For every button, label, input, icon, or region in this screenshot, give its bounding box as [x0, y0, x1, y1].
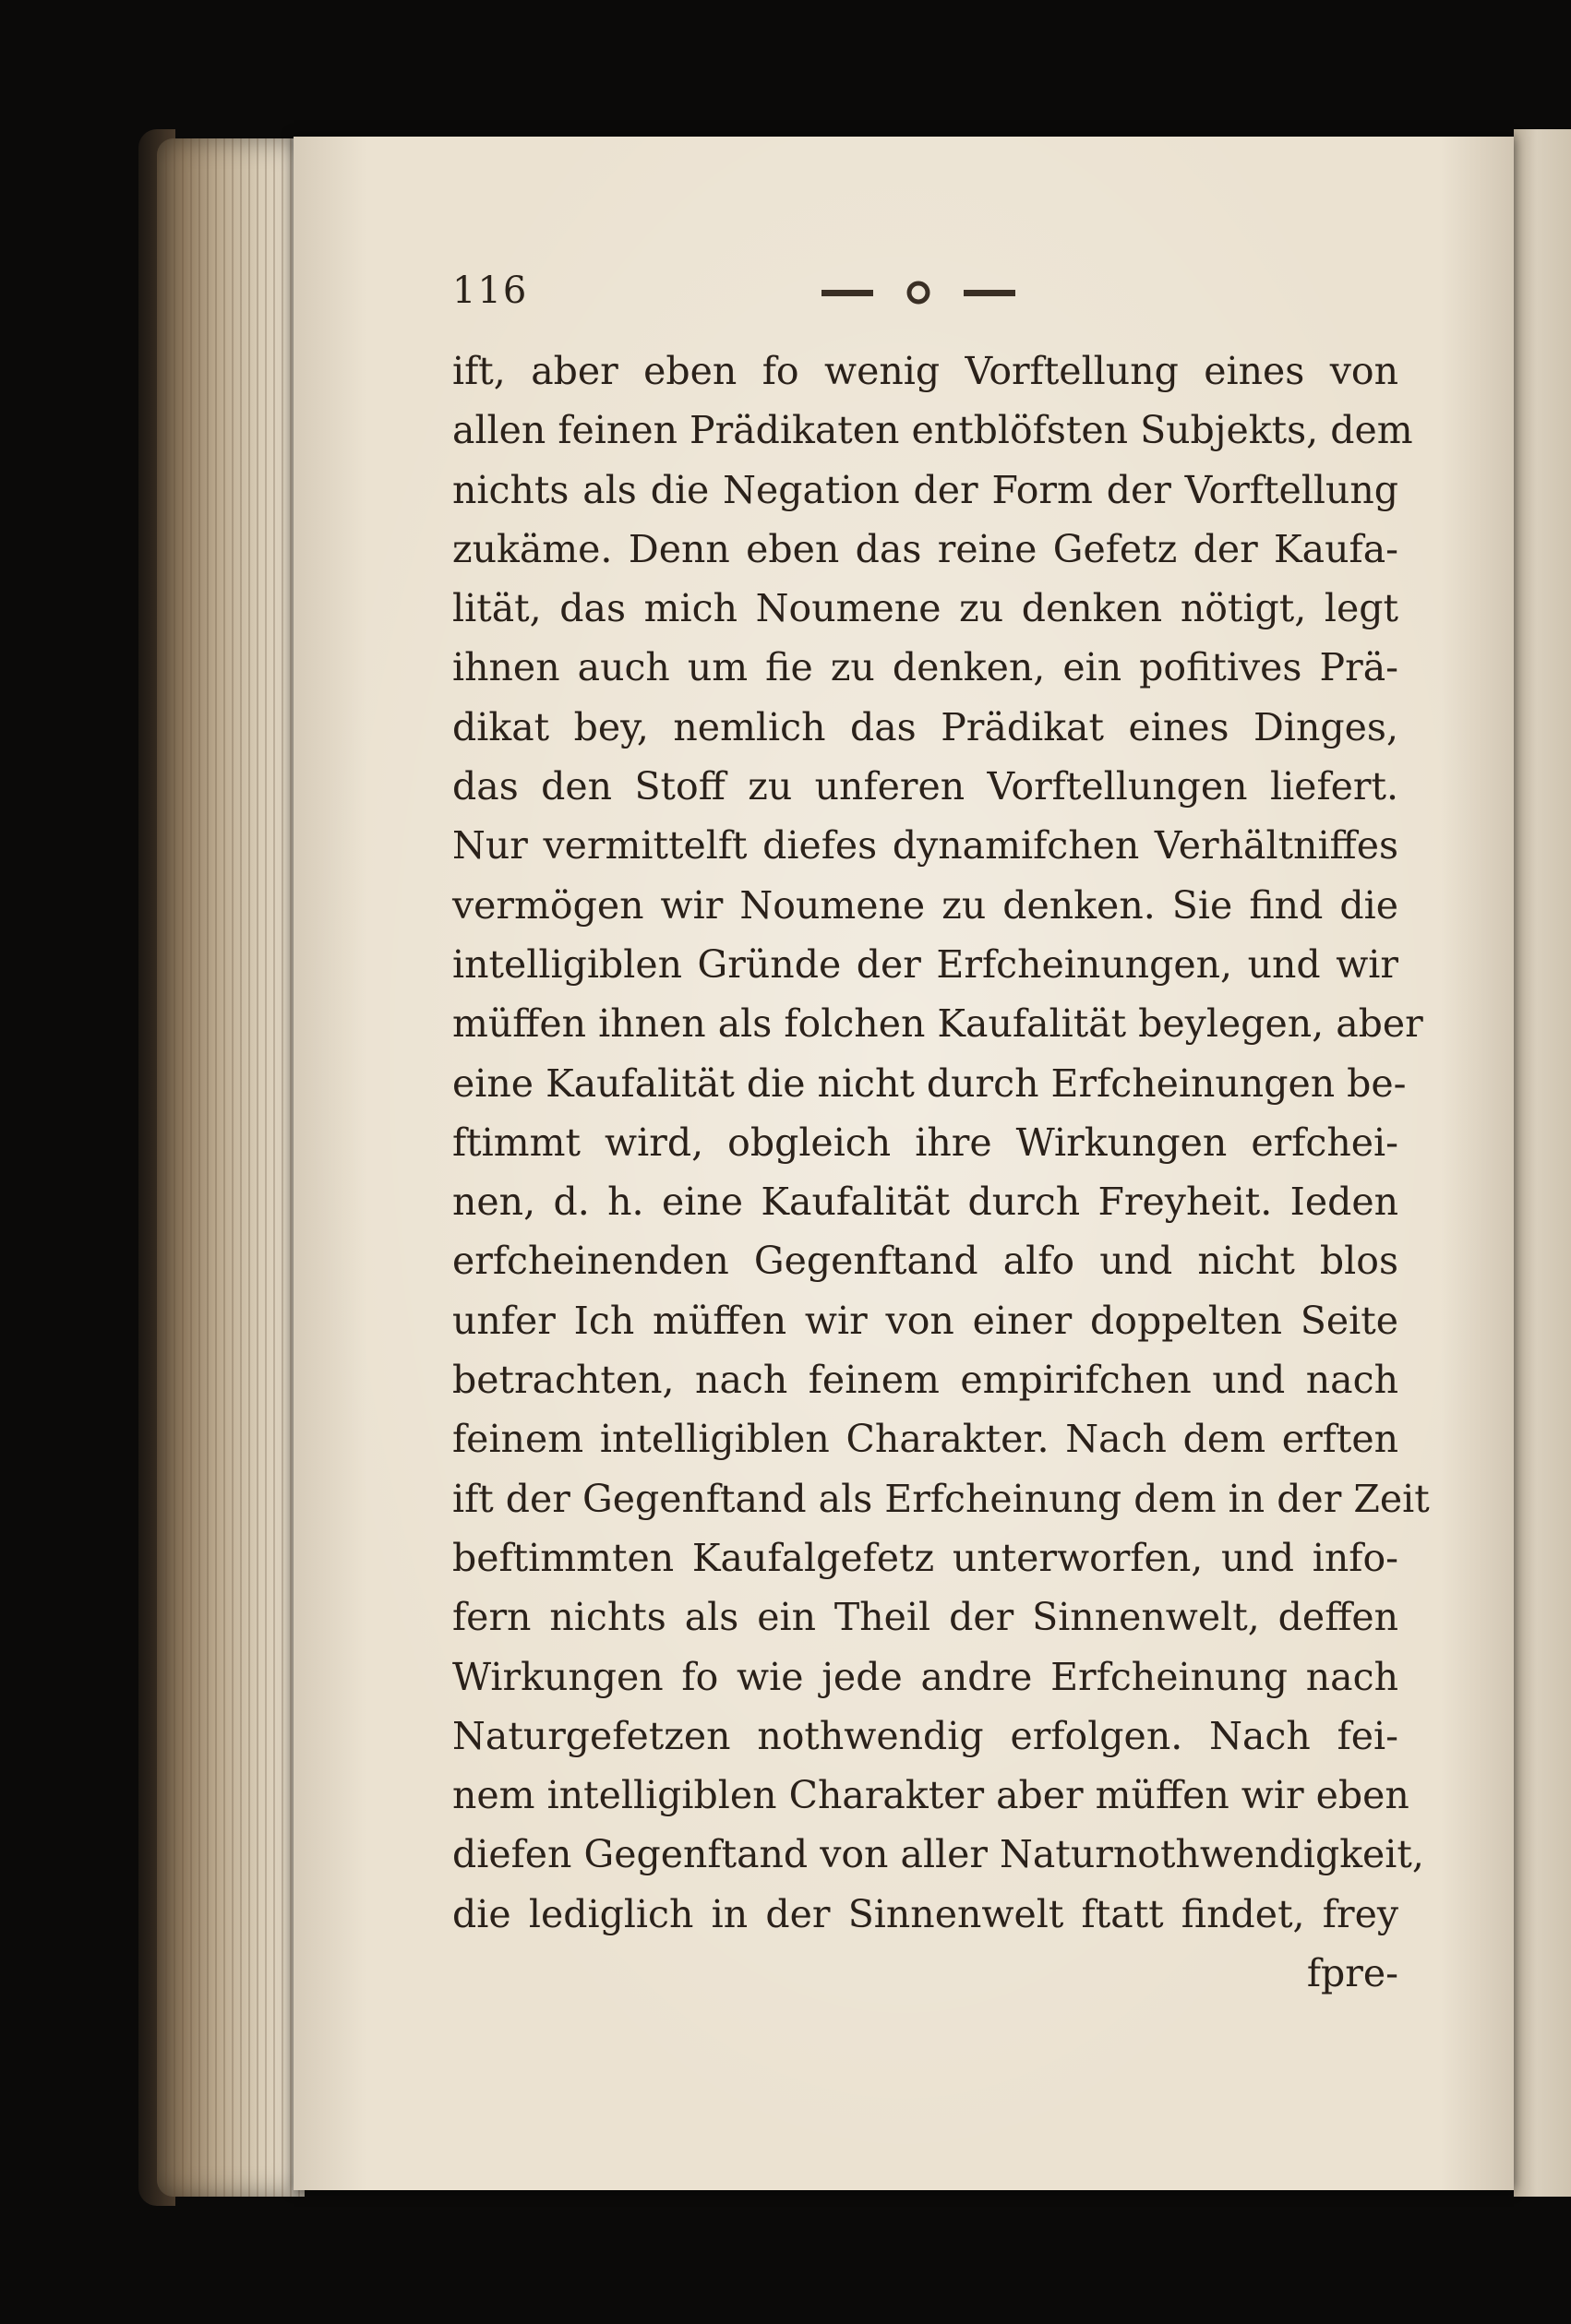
text-line: erfcheinenden Gegenftand alfo und nicht blos	[452, 1239, 1398, 1284]
text-line: diefen Gegenftand von aller Naturnothwendigkeit,	[452, 1832, 1424, 1877]
text-line: Naturgefetzen nothwendig erfolgen. Nach fei-	[452, 1713, 1398, 1758]
text-line: lität, das mich Noumene zu denken nötigt, legt	[452, 586, 1398, 631]
text-line: nem intelligiblen Charakter aber müffen wir eben	[452, 1773, 1409, 1818]
text-line: feinem intelligiblen Charakter. Nach dem erften	[452, 1417, 1398, 1462]
text-line: müffen ihnen als folchen Kaufalität beylegen, aber	[452, 1001, 1423, 1047]
text-line: das den Stoff zu unferen Vorftellungen liefert.	[452, 764, 1398, 809]
text-line: intelligiblen Gründe der Erfcheinungen, und wir	[452, 941, 1398, 987]
page-number: 116	[452, 270, 529, 312]
text-line: nen, d. h. eine Kaufalität durch Freyheit. Ieden	[452, 1180, 1398, 1225]
page-body-text	[452, 341, 1430, 2003]
text-line: ift der Gegenftand als Erfcheinung dem in der Zeit	[452, 1476, 1430, 1521]
text-line: Wirkungen fo wie jede andre Erfcheinung nach	[452, 1654, 1398, 1699]
text-line: fern nichts als ein Theil der Sinnenwelt, deffen	[452, 1595, 1398, 1640]
text-line: zukäme. Denn eben das reine Gefetz der Kaufa-	[452, 526, 1398, 571]
book-page-edges	[157, 138, 305, 2197]
text-line: allen feinen Prädikaten entblöfsten Subjekts, dem	[452, 408, 1413, 453]
text-line: betrachten, nach feinem empirifchen und nach	[452, 1358, 1398, 1403]
facing-page-edge	[1514, 129, 1571, 2197]
text-line: ihnen auch um fie zu denken, ein pofitives Prä-	[452, 645, 1398, 690]
text-line: unfer Ich müffen wir von einer doppelten Seite	[452, 1298, 1398, 1343]
text-line: vermögen wir Noumene zu denken. Sie find die	[452, 882, 1398, 928]
header-ornament-icon	[812, 281, 1025, 305]
text-line: eine Kaufalität die nicht durch Erfcheinungen be-	[452, 1060, 1407, 1106]
text-line: dikat bey, nemlich das Prädikat eines Dinges,	[452, 704, 1398, 749]
text-line: Nur vermittelft diefes dynamifchen Verhältniffes	[452, 823, 1398, 869]
page-header	[452, 270, 1403, 325]
text-line: die lediglich in der Sinnenwelt ftatt findet, frey	[452, 1891, 1398, 1936]
text-line: nichts als die Negation der Form der Vorftellung	[452, 467, 1398, 512]
catchword: fpre-	[1306, 1951, 1398, 1996]
text-line: ftimmt wird, obgleich ihre Wirkungen erfchei-	[452, 1120, 1398, 1165]
text-line: beftimmten Kaufalgefetz unterworfen, und info-	[452, 1535, 1398, 1580]
text-line: ift, aber eben fo wenig Vorftellung eines von	[452, 349, 1398, 393]
